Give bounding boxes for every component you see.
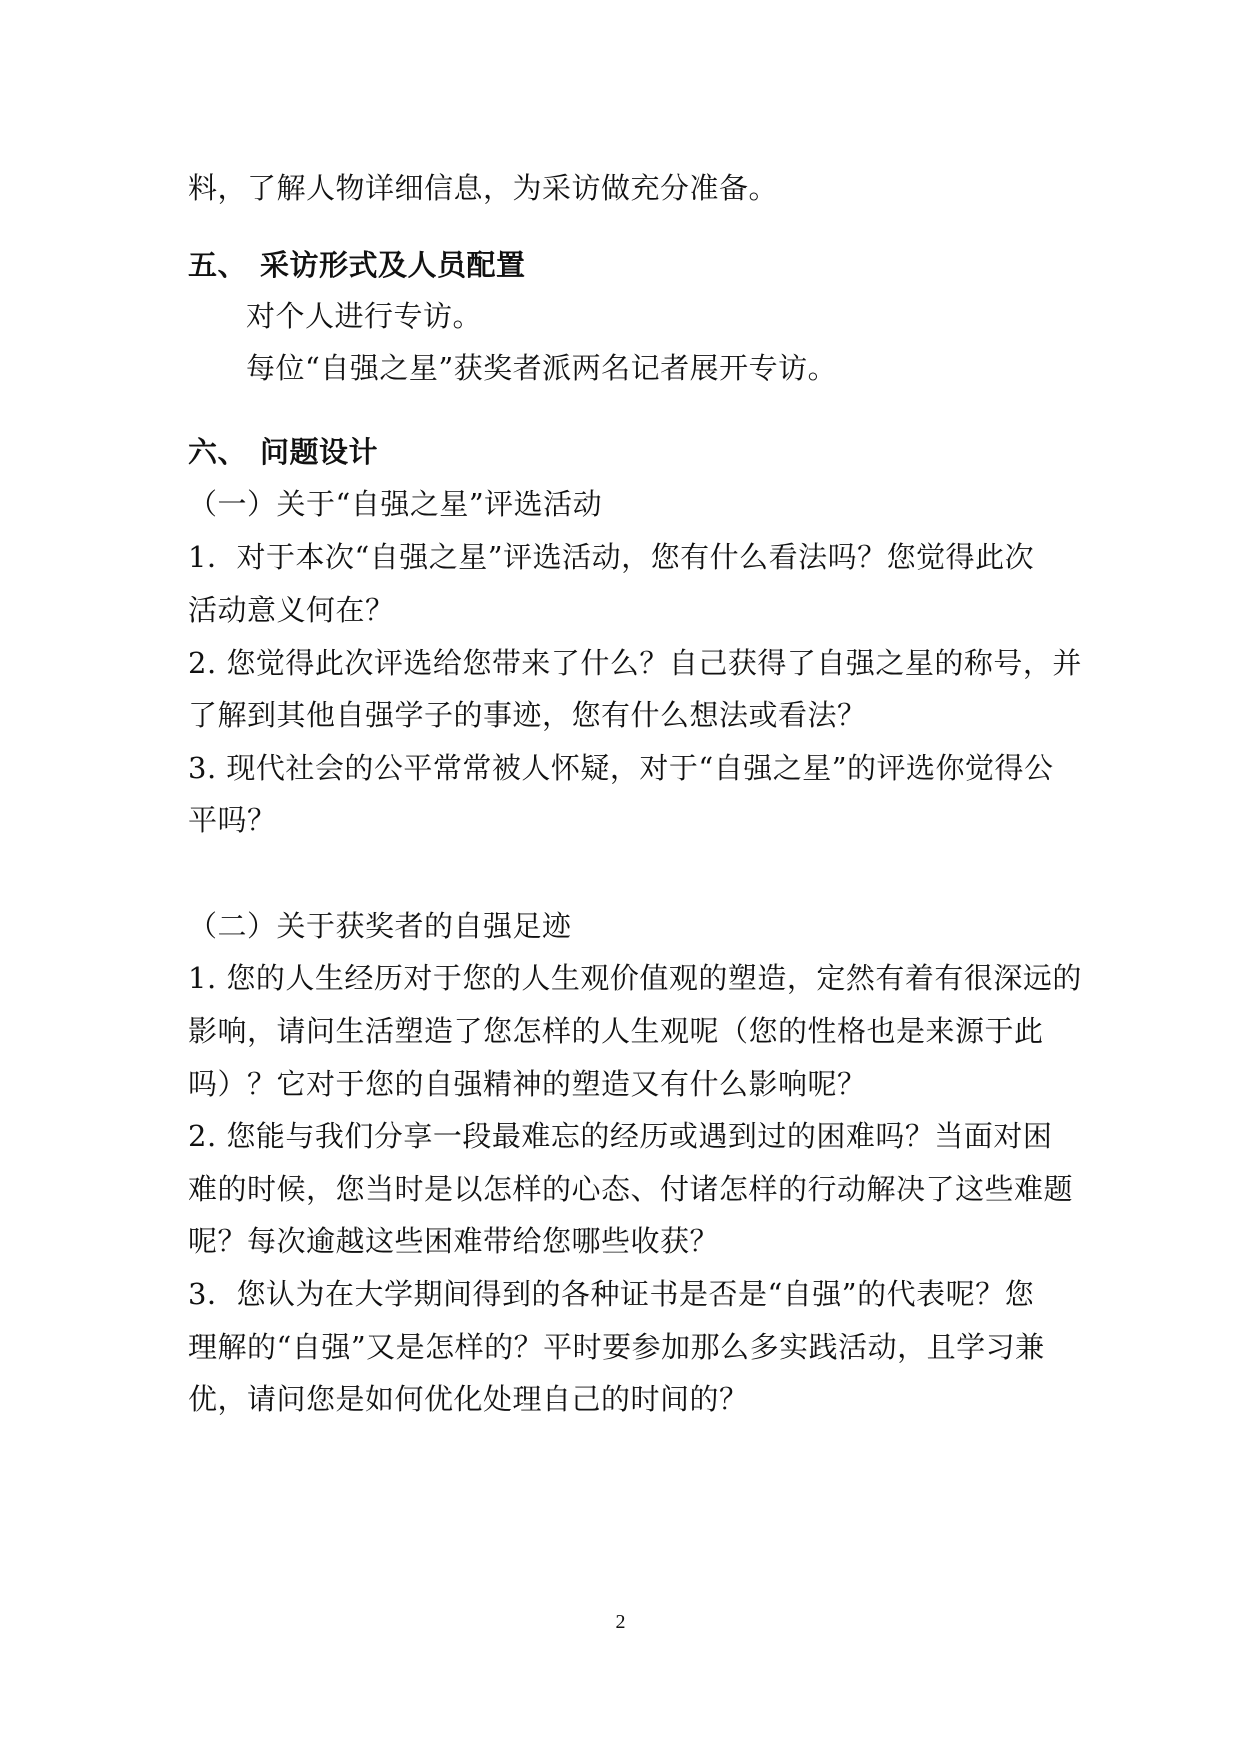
- section-heading-5: [188, 245, 526, 285]
- question-line: 1．对于本次“自强之星”评选活动，您有什么看法吗？您觉得此次: [188, 540, 1035, 574]
- question-line: 优，请问您是如何优化处理自己的时间的？: [188, 1382, 749, 1416]
- question-line: 2. 您能与我们分享一段最难忘的经历或遇到过的困难吗？当面对困: [188, 1119, 1053, 1153]
- section-number: 五、: [188, 248, 248, 282]
- question-line: 影响，请问生活塑造了您怎样的人生观呢（您的性格也是来源于此: [188, 1014, 1044, 1048]
- subsection-title: （一）关于“自强之星”评选活动: [188, 487, 603, 521]
- question-line: 活动意义何在？: [188, 593, 395, 627]
- question-line: 3. 现代社会的公平常常被人怀疑，对于“自强之星”的评选你觉得公: [188, 751, 1054, 785]
- section-title: 采访形式及人员配置: [260, 248, 526, 282]
- page-number: 2: [615, 1611, 626, 1633]
- question-line: 了解到其他自强学子的事迹，您有什么想法或看法？: [188, 698, 867, 732]
- paragraph-line: 料，了解人物详细信息，为采访做充分准备。: [188, 171, 779, 205]
- paragraph-line: 对个人进行专访。: [246, 299, 483, 333]
- question-line: 2. 您觉得此次评选给您带来了什么？自己获得了自强之星的称号，并: [188, 646, 1082, 680]
- question-line: 吗）？它对于您的自强精神的塑造又有什么影响呢？: [188, 1067, 867, 1101]
- subsection-title: （二）关于获奖者的自强足迹: [188, 909, 572, 943]
- question-line: 1. 您的人生经历对于您的人生观价值观的塑造，定然有着有很深远的: [188, 961, 1082, 995]
- section-heading-6: [188, 432, 378, 472]
- section-number: 六、: [188, 435, 248, 469]
- question-line: 呢？每次逾越这些困难带给您哪些收获？: [188, 1224, 720, 1258]
- paragraph-line: 每位“自强之星”获奖者派两名记者展开专访。: [246, 351, 838, 385]
- section-title: 问题设计: [260, 435, 379, 469]
- question-line: 3．您认为在大学期间得到的各种证书是否是“自强”的代表呢？您: [188, 1277, 1035, 1311]
- question-line: 平吗？: [188, 803, 277, 837]
- question-line: 难的时候，您当时是以怎样的心态、付诸怎样的行动解决了这些难题: [188, 1172, 1074, 1206]
- question-line: 理解的“自强”又是怎样的？平时要参加那么多实践活动，且学习兼: [188, 1330, 1045, 1364]
